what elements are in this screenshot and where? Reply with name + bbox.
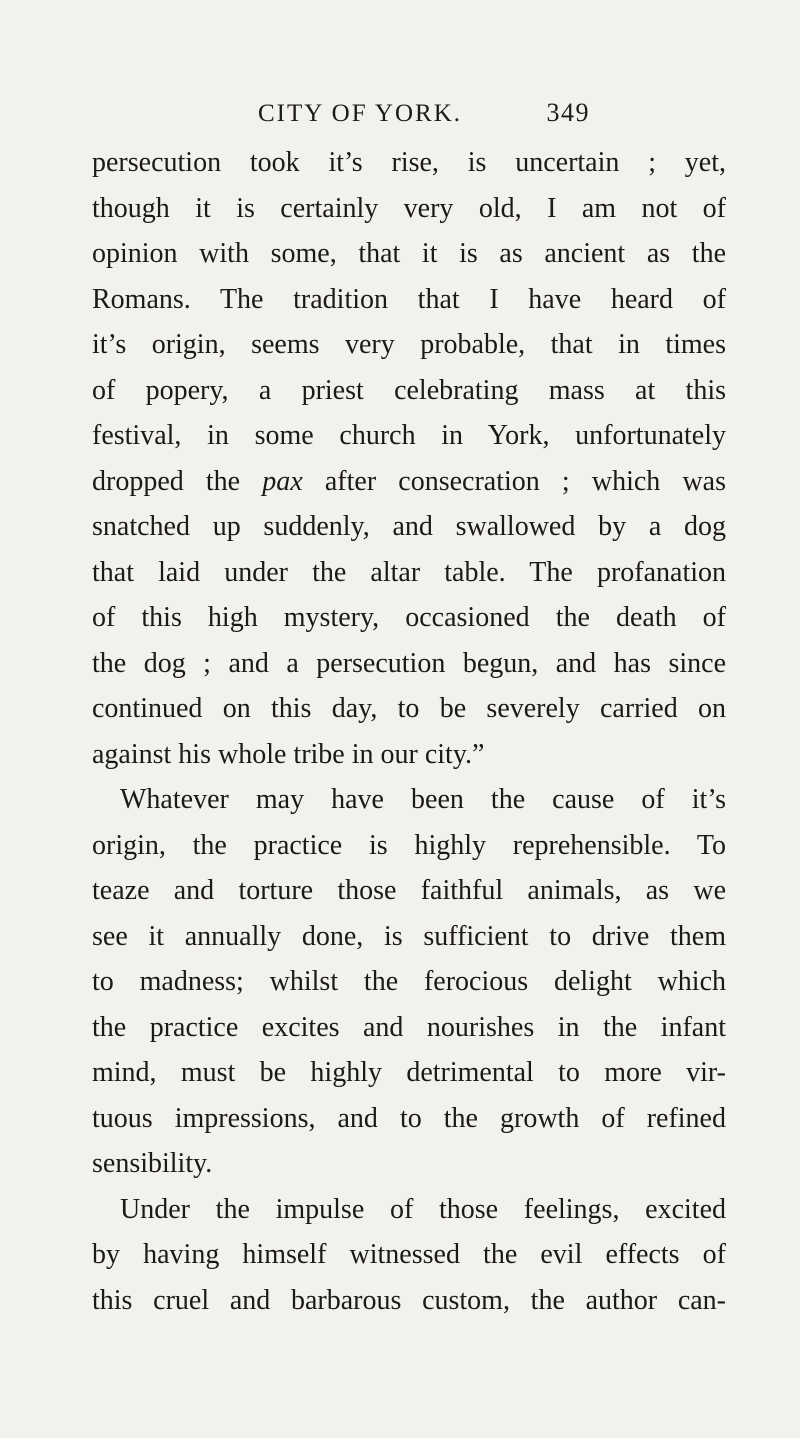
text-line: by having himself witnessed the evil effects of <box>92 1239 726 1270</box>
text-line: opinion with some, that it is as ancient as the <box>92 238 726 269</box>
text-line: origin, the practice is highly reprehensible. To <box>92 829 726 861</box>
text-run: after consecration ; which was <box>302 465 726 497</box>
text-line: mind, must be highly detrimental to more vir- <box>92 1057 726 1088</box>
text-line: of this high mystery, occasioned the death of <box>92 602 726 633</box>
text-line: Whatever may have been the cause of it’s <box>120 784 726 815</box>
text-line: tuous impressions, and to the growth of refined <box>92 1102 726 1134</box>
text-line: to madness; whilst the ferocious delight which <box>92 966 726 997</box>
text-line: sensibility. <box>92 1148 213 1179</box>
text-run: dropped the <box>92 465 263 497</box>
text-line: snatched up suddenly, and swallowed by a dog <box>92 511 726 542</box>
text-line: Under the impulse of those feelings, excited <box>120 1193 726 1225</box>
text-line: see it annually done, is sufficient to drive them <box>92 920 726 952</box>
text-line: of popery, a priest celebrating mass at this <box>92 374 726 406</box>
text-line: continued on this day, to be severely carried on <box>92 693 726 724</box>
text-line: the dog ; and a persecution begun, and has since <box>92 647 726 679</box>
body-text <box>92 140 726 1323</box>
text-line: Romans. The tradition that I have heard of <box>92 283 726 315</box>
running-head <box>258 98 590 128</box>
text-line: persecution took it’s rise, is uncertain ; yet, <box>92 147 726 178</box>
text-line <box>92 459 726 505</box>
text-line: teaze and torture those faithful animals, as we <box>92 875 726 906</box>
running-title: CITY OF YORK. <box>258 100 463 127</box>
text-line: the practice excites and nourishes in the infant <box>92 1011 726 1043</box>
text-line: against his whole tribe in our city.” <box>92 738 485 770</box>
italic-word: pax <box>262 465 303 497</box>
text-line: though it is certainly very old, I am not of <box>92 192 726 224</box>
page-number: 349 <box>546 98 590 127</box>
text-line: it’s origin, seems very probable, that in times <box>92 329 726 360</box>
text-line: that laid under the altar table. The profanation <box>92 556 726 588</box>
text-line: festival, in some church in York, unfortunately <box>92 420 726 451</box>
text-line: this cruel and barbarous custom, the author can- <box>92 1284 726 1316</box>
